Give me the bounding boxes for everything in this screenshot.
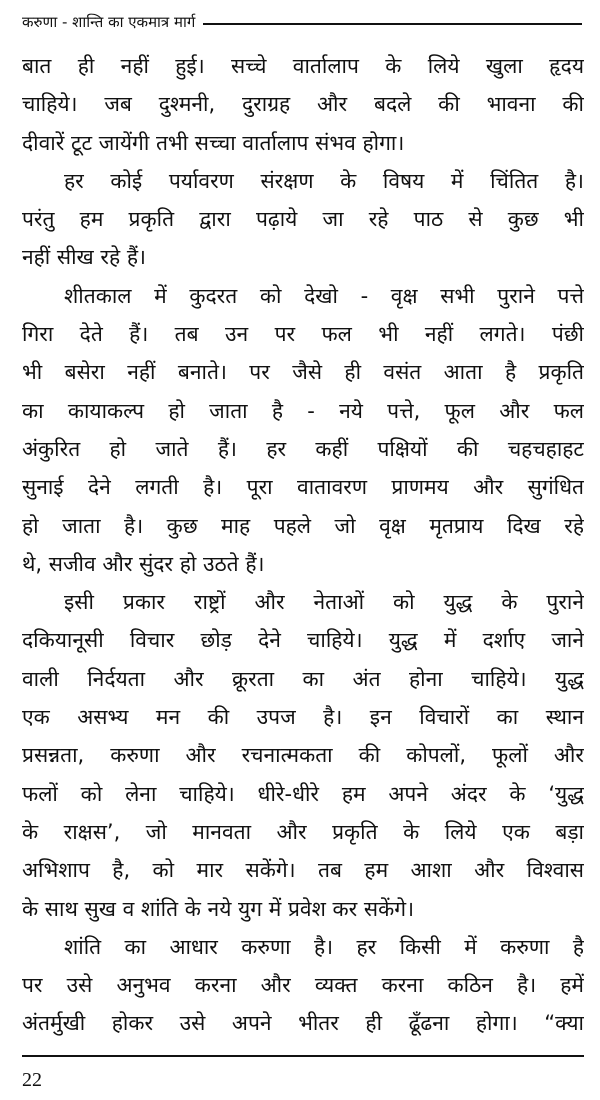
text-line: हर कोई पर्यावरण संरक्षण के विषय में चिंतित है। [64,168,584,193]
text-line: के राक्षस’, जो मानवता और प्रकृति के लिये एक बड़ा [22,819,584,844]
text-line: परंतु हम प्रकृति द्वारा पढ़ाये जा रहे पाठ से कुछ भी [22,207,584,232]
text-line: दकियानूसी विचार छोड़ देने चाहिये। युद्ध में दर्शाए जाने [22,628,584,653]
text-line: पर उसे अनुभव करना और व्यक्त करना कठिन है। हमें [22,973,584,998]
text-line: दीवारें टूट जायेंगी तभी सच्चा वार्तालाप संभव होगा। [22,130,405,155]
text-line: अभिशाप है, को मार सकेंगे। तब हम आशा और विश्वास [22,858,584,883]
text-line: इसी प्रकार राष्ट्रों और नेताओं को युद्ध के पुराने [64,590,584,615]
text-line: शीतकाल में कुदरत को देखो - वृक्ष सभी पुराने पत्ते [64,283,584,308]
body-text [22,47,584,1043]
text-line: थे, सजीव और सुंदर हो उठते हैं। [22,551,265,576]
running-head-title: करुणा - शान्ति का एकमात्र मार्ग [22,13,196,31]
text-line: शांति का आधार करुणा है। हर किसी में करुणा है [64,934,584,959]
text-line: नहीं सीख रहे हैं। [22,245,146,270]
text-line: अंकुरित हो जाते हैं। हर कहीं पक्षियों की चहचहाहट [22,436,584,461]
text-line: अंतर्मुखी होकर उसे अपने भीतर ही ढूँढना होगा। “क्या [22,1011,584,1036]
text-line: भी बसेरा नहीं बनाते। पर जैसे ही वसंत आता है प्रकृति [22,360,584,385]
text-line: एक असभ्य मन की उपज है। इन विचारों का स्थान [22,705,584,730]
text-line: बात ही नहीं हुई। सच्चे वार्तालाप के लिये खुला हृदय [22,54,584,78]
text-line: फलों को लेना चाहिये। धीरे-धीरे हम अपने अंदर के ‘युद्ध [22,781,584,806]
text-line: के साथ सुख व शांति के नये युग में प्रवेश कर सकेंगे। [22,896,415,921]
text-line: वाली निर्दयता और क्रूरता का अंत होना चाहिये। युद्ध [22,666,584,691]
running-head [22,12,582,32]
text-line: प्रसन्नता, करुणा और रचनात्मकता की कोपलों, फूलों और [22,743,584,768]
footer-rule [22,1055,584,1057]
header-rule [203,23,582,25]
text-line: चाहिये। जब दुश्मनी, दुराग्रह और बदले की भावना की [22,92,584,117]
text-line: गिरा देते हैं। तब उन पर फल भी नहीं लगते। पंछी [22,322,584,347]
text-line: सुनाई देने लगती है। पूरा वातावरण प्राणमय और सुगंधित [22,475,584,500]
text-line: हो जाता है। कुछ माह पहले जो वृक्ष मृतप्राय दिख रहे [22,513,584,538]
page-number: 22 [22,1069,42,1091]
text-line: का कायाकल्प हो जाता है - नये पत्ते, फूल और फल [22,398,584,423]
